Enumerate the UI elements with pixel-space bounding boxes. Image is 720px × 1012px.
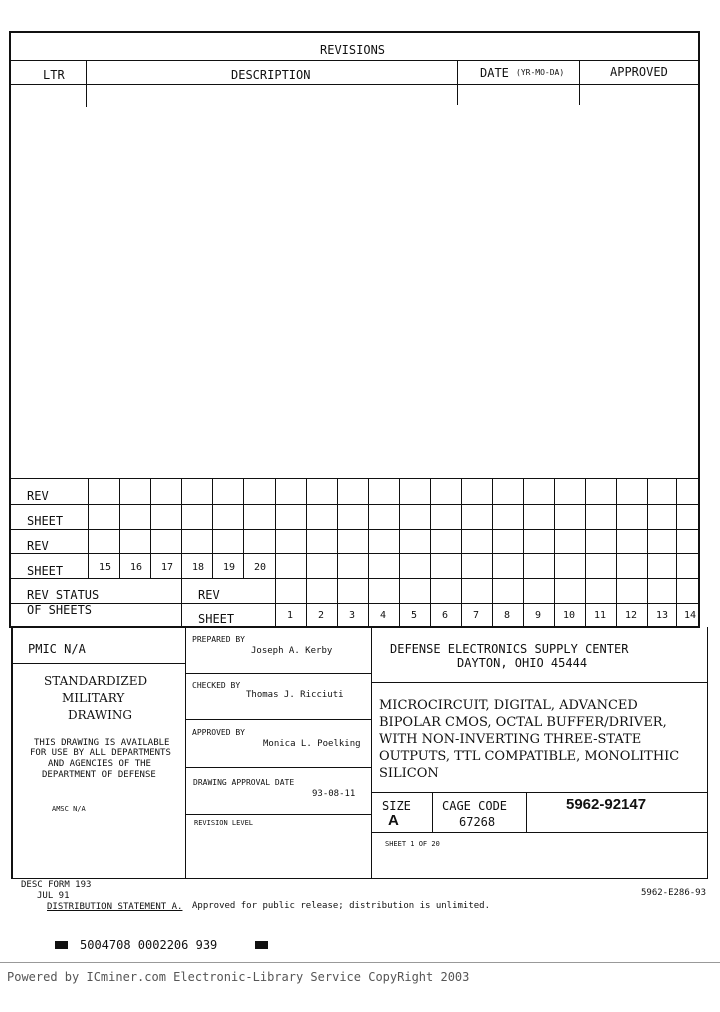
rev-col <box>461 479 462 627</box>
col-description: DESCRIPTION <box>231 68 311 82</box>
rev-col <box>399 479 400 627</box>
rev-grid-rule-2 <box>9 529 700 530</box>
rev-col <box>243 479 244 578</box>
sheet-number: 1 <box>287 610 294 621</box>
cage-col <box>526 792 527 832</box>
rev-col <box>181 479 182 627</box>
size-col <box>432 792 433 832</box>
sheet-number: 9 <box>535 610 542 621</box>
form-line2: JUL 91 <box>37 891 70 901</box>
sheet-of-text: SHEET 1 OF 20 <box>385 840 440 848</box>
rev-col <box>492 479 493 627</box>
rev-col <box>337 479 338 627</box>
form-line1: DESC FORM 193 <box>21 880 92 890</box>
title-line4: OUTPUTS, TTL COMPATIBLE, MONOLITHIC <box>379 749 680 764</box>
sheet-number: 8 <box>504 610 511 621</box>
sheet-number: 13 <box>656 610 669 621</box>
sheet-number: 4 <box>380 610 387 621</box>
barcode-text: 5004708 0002206 939 <box>80 938 218 952</box>
rev-col <box>212 479 213 578</box>
rev-grid-rule-5 <box>9 603 700 604</box>
drawing-number: 5962-92147 <box>566 796 647 813</box>
sig-rule-3 <box>185 767 371 768</box>
amsc-label: AMSC N/A <box>52 805 86 813</box>
rev-grid-rule-1 <box>9 504 700 505</box>
rev-status-label: REV STATUS <box>27 588 100 602</box>
smd-line2: MILITARY <box>62 691 125 705</box>
size-label: SIZE <box>382 799 411 813</box>
rev-grid-rule-4 <box>9 578 700 579</box>
agency-rule <box>371 682 707 683</box>
agency-line2: DAYTON, OHIO 45444 <box>457 656 588 670</box>
tb-col-2 <box>371 627 372 878</box>
sheet-number: 16 <box>130 562 143 573</box>
rev-col <box>275 479 276 627</box>
frame-left <box>9 31 11 627</box>
title-line1: MICROCIRCUIT, DIGITAL, ADVANCED <box>379 698 638 713</box>
title-line5: SILICON <box>379 766 439 781</box>
sheet-number: 5 <box>411 610 418 621</box>
tb-bottom <box>11 878 708 879</box>
prepared-name: Joseph A. Kerby <box>251 646 333 656</box>
tb-pmic-rule <box>11 663 185 664</box>
agency-line1: DEFENSE ELECTRONICS SUPPLY CENTER <box>390 642 629 656</box>
rev-col <box>616 479 617 627</box>
title-rule <box>371 792 707 793</box>
powered-by-link[interactable]: Powered by ICminer.com Electronic-Library Service CopyRight 2003 <box>7 970 470 984</box>
revisions-title: REVISIONS <box>320 43 386 57</box>
sheet-number: 3 <box>349 610 356 621</box>
title-line3: WITH NON-INVERTING THREE-STATE <box>379 732 642 747</box>
smd-notice2: FOR USE BY ALL DEPARTMENTS <box>30 748 171 758</box>
smd-notice3: AND AGENCIES OF THE <box>48 759 151 769</box>
rev-col <box>554 479 555 627</box>
smd-notice1: THIS DRAWING IS AVAILABLE <box>34 738 170 748</box>
rev-label-row1: REV <box>27 489 49 503</box>
cage-value: 67268 <box>459 815 496 829</box>
rev-col <box>368 479 369 627</box>
rev-col <box>88 479 89 578</box>
revisions-title-rule <box>9 60 700 61</box>
sheet-number: 6 <box>442 610 449 621</box>
tb-left <box>11 627 13 879</box>
rev-grid-bottom <box>9 626 700 628</box>
rev-col <box>150 479 151 578</box>
distribution-text: Approved for public release; distribution is unlimited. <box>192 901 491 911</box>
rev-col <box>430 479 431 627</box>
sheet-number: 20 <box>254 562 267 573</box>
frame-top <box>9 31 700 33</box>
distribution-label: DISTRIBUTION STATEMENT A. <box>47 902 183 912</box>
rev-label-row3: REV <box>27 539 49 553</box>
checked-name: Thomas J. Ricciuti <box>246 690 344 700</box>
frame-right <box>698 31 700 627</box>
approved-name: Monica L. Poelking <box>263 739 361 749</box>
smd-line3: DRAWING <box>68 708 132 722</box>
sheet-label-row4: SHEET <box>27 564 64 578</box>
sheet-number: 7 <box>473 610 480 621</box>
barcode-block-left <box>55 941 68 949</box>
sheet-number: 18 <box>192 562 205 573</box>
sheet-label-lower: SHEET <box>198 612 235 626</box>
sheet-number: 2 <box>318 610 325 621</box>
col-date: DATE <box>480 66 509 80</box>
cage-label: CAGE CODE <box>442 799 508 813</box>
revision-level-label: REVISION LEVEL <box>194 819 254 827</box>
prepared-label: PREPARED BY <box>192 635 245 644</box>
rev-col <box>523 479 524 627</box>
sheet-number: 12 <box>625 610 638 621</box>
rev-col <box>647 479 648 627</box>
size-rule <box>371 832 707 833</box>
sheet-number: 14 <box>684 610 697 621</box>
sheet-number: 19 <box>223 562 236 573</box>
drawing-approval-label: DRAWING APPROVAL DATE <box>193 778 295 787</box>
col-ltr: LTR <box>43 68 65 82</box>
rev-col <box>585 479 586 627</box>
size-value: A <box>388 812 399 829</box>
sheet-number: 15 <box>99 562 112 573</box>
col-divider-approved <box>579 61 580 105</box>
checked-label: CHECKED BY <box>192 681 241 690</box>
rev-grid-top <box>9 478 700 479</box>
drawing-approval-date: 93-08-11 <box>312 789 356 799</box>
of-sheets-label: OF SHEETS <box>27 603 93 617</box>
col-divider-date <box>457 61 458 105</box>
revisions-header-rule <box>9 84 700 85</box>
rev-col <box>119 479 120 578</box>
footer-rule <box>0 962 720 963</box>
rev-label-lower: REV <box>198 588 220 602</box>
sheet-number: 10 <box>563 610 576 621</box>
smd-notice4: DEPARTMENT OF DEFENSE <box>42 770 156 780</box>
tb-right <box>707 627 708 878</box>
col-date-format: (YR-MO-DA) <box>516 68 565 77</box>
approved-label: APPROVED BY <box>192 728 245 737</box>
sheet-label-row2: SHEET <box>27 514 64 528</box>
tb-col-1 <box>185 627 186 878</box>
rev-col <box>306 479 307 627</box>
rev-col <box>676 479 677 627</box>
pmic-label: PMIC N/A <box>28 642 86 656</box>
rev-grid-rule-3 <box>9 553 700 554</box>
col-approved: APPROVED <box>610 65 668 79</box>
sig-rule-2 <box>185 719 371 720</box>
sheet-number: 17 <box>161 562 174 573</box>
sheet-number: 11 <box>594 610 607 621</box>
reference-code: 5962-E286-93 <box>641 888 707 898</box>
sig-rule-1 <box>185 673 371 674</box>
col-divider-ltr <box>86 61 87 107</box>
barcode-block-right <box>255 941 268 949</box>
title-line2: BIPOLAR CMOS, OCTAL BUFFER/DRIVER, <box>379 715 667 730</box>
smd-line1: STANDARDIZED <box>44 674 148 688</box>
sig-rule-4 <box>185 814 371 815</box>
